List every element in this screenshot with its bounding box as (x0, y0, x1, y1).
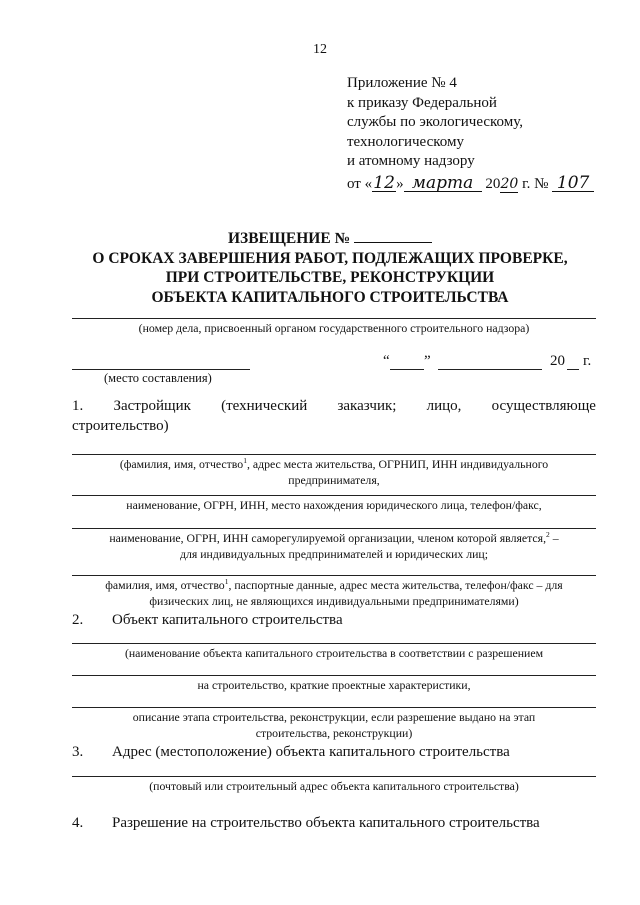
developer-line-3 (72, 528, 596, 529)
title-line-3: ПРИ СТРОИТЕЛЬСТВЕ, РЕКОНСТРУКЦИИ (165, 269, 495, 286)
title-line-1: ИЗВЕЩЕНИЕ № (40, 229, 620, 249)
section-1-heading (72, 398, 596, 415)
section-1-word: заказчик; (337, 398, 397, 414)
address-caption: (почтовый или строительный адрес объекта капитального строительства) (149, 779, 519, 793)
month-blank (438, 369, 542, 370)
section-1-number: 1. (72, 398, 84, 414)
date-year-handwritten: 20 (500, 175, 519, 192)
date-prefix: от « (347, 175, 373, 192)
appendix-block (347, 74, 594, 194)
section-4-label: Разрешение на строительство объекта капитального строительства (112, 815, 540, 831)
section-1-word: (технический (221, 398, 308, 414)
object-caption-1: (наименование объекта капитального строительства в соответствии с разрешением (124, 646, 544, 660)
year-label: 20 (550, 353, 565, 369)
page-number: 12 (313, 42, 327, 57)
place-line (72, 369, 250, 370)
date-year-prefix: 20 (481, 175, 501, 192)
object-caption-2: на строительство, краткие проектные характеристики, (197, 678, 471, 692)
title-line-2: О СРОКАХ ЗАВЕРШЕНИЯ РАБОТ, ПОДЛЕЖАЩИХ ПРОВЕРКЕ, (92, 249, 568, 267)
appendix-line-1: Приложение № 4 (347, 75, 457, 91)
section-2-number: 2. (72, 612, 84, 628)
section-4-number: 4. (72, 815, 84, 831)
address-line (72, 776, 596, 777)
case-number-caption: (номер дела, присвоенный органом государственного строительного надзора) (138, 321, 530, 335)
date-year-suffix: г. № (518, 175, 549, 192)
appendix-line-2: к приказу Федеральной (347, 94, 497, 111)
developer-caption-3: наименование, ОГРН, ИНН саморегулируемой организации, членом которой является,$^2$ – для индивидуальных предпринимателей и юридических лиц; (109, 530, 559, 561)
section-1-word: лицо, (426, 398, 462, 414)
document-title (40, 229, 620, 307)
section-1-word: Застройщик (113, 398, 191, 414)
section-3-number: 3. (72, 744, 84, 760)
developer-caption-1: (фамилия, имя, отчество$^1$, адрес места жительства, ОГРНИП, ИНН индивидуального предпринимателя, (119, 456, 549, 487)
date-mid: » (396, 175, 404, 192)
quote-close: ” (424, 353, 431, 369)
developer-caption-4: фамилия, имя, отчество$^1$, паспортные данные, адрес места жительства, телефон/факс – для физических лиц, не являющихся индивидуальными предпринимателями) (105, 577, 563, 608)
day-blank (390, 369, 424, 370)
appendix-date-line (347, 172, 594, 195)
appendix-line-3: службы по экологическому, (347, 114, 523, 130)
title-line-4: ОБЪЕКТА КАПИТАЛЬНОГО СТРОИТЕЛЬСТВА (151, 288, 509, 306)
case-number-line (72, 318, 596, 319)
appendix-line-5: и атомному надзору (347, 153, 475, 169)
date-number-handwritten: 107 (552, 175, 594, 192)
date-day-handwritten: 12 (373, 172, 395, 193)
object-line-2 (72, 675, 596, 676)
place-caption: (место составления) (104, 371, 212, 385)
quote-open: “ (383, 353, 390, 369)
developer-line-4 (72, 575, 596, 576)
object-line-3 (72, 707, 596, 708)
developer-caption-2: наименование, ОГРН, ИНН, место нахождения юридического лица, телефон/факс, (126, 498, 542, 512)
section-1-line-2: строительство) (72, 418, 169, 434)
section-1-word: осуществляюще (491, 398, 596, 414)
developer-line-2 (72, 495, 596, 496)
appendix-line-4: технологическому (347, 133, 464, 150)
date-month-handwritten: марта (404, 175, 482, 192)
object-caption-3: описание этапа строительства, реконструкции, если разрешение выдано на этап строительства, реконструкции) (132, 710, 536, 740)
section-3-label: Адрес (местоположение) объекта капитального строительства (112, 744, 510, 760)
notice-number-blank (354, 229, 432, 243)
section-2-label: Объект капитального строительства (112, 612, 343, 628)
object-line-1 (72, 643, 596, 644)
year-suffix: г. (583, 353, 592, 369)
developer-line-1 (72, 454, 596, 455)
year-blank (567, 369, 579, 370)
